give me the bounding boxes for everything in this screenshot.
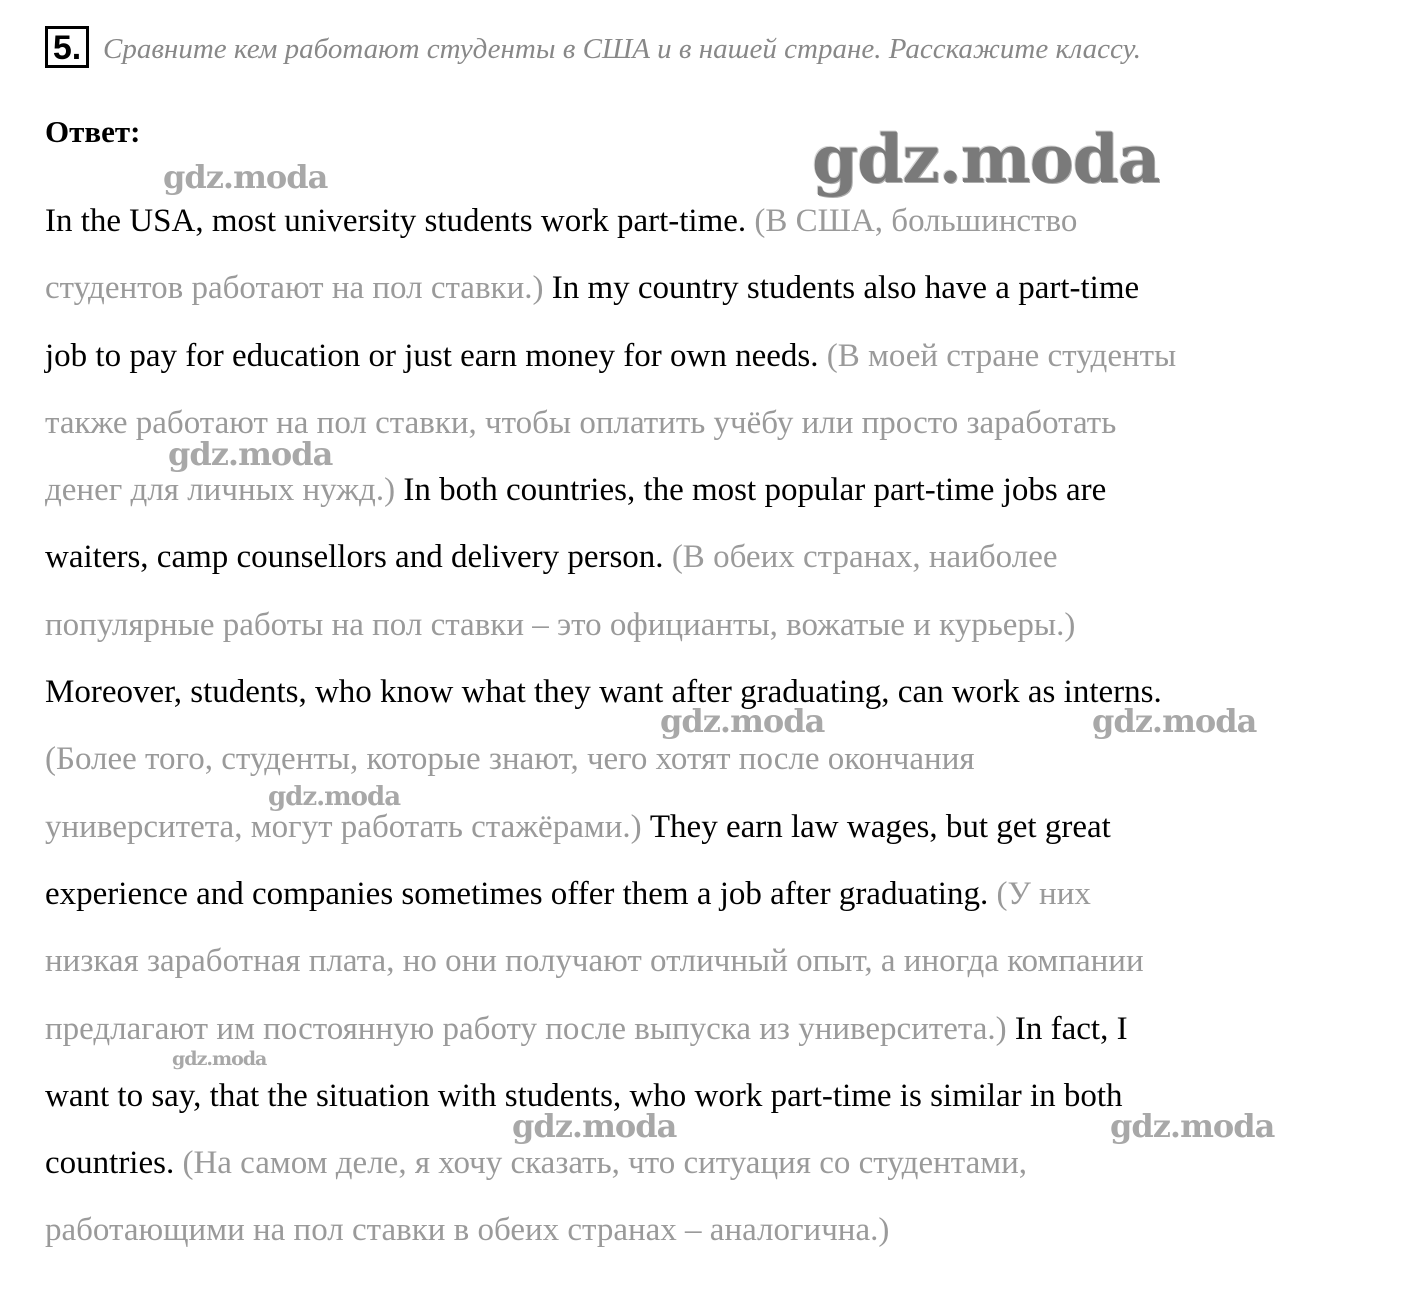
russian-translation-text: популярные работы на пол ставки – это официанты, вожатые и курьеры.) (45, 606, 1076, 643)
english-text: want to say, that the situation with students, who work part-time is similar in both (45, 1077, 1123, 1114)
answer-line (45, 188, 1415, 255)
russian-translation-text: также работают на пол ставки, чтобы оплатить учёбу или просто заработать (45, 404, 1117, 441)
answer-line (45, 592, 1415, 659)
russian-translation-text: (Более того, студенты, которые знают, чего хотят после окончания (45, 741, 975, 778)
answer-line (45, 323, 1415, 390)
english-text: In my country students also have a part-time (551, 270, 1140, 307)
watermark-logo: gdz.moda (512, 1107, 677, 1145)
russian-translation-text: работающими на пол ставки в обеих странах – аналогична.) (45, 1212, 890, 1249)
watermark-logo: gdz.moda (163, 158, 328, 196)
russian-translation-text: (В США, большинство (754, 203, 1078, 239)
watermark-logo: gdz.moda (168, 435, 333, 473)
russian-translation-text: университета, могут работать стажёрами.) (45, 808, 650, 845)
english-text: They earn law wages, but get great (649, 808, 1111, 845)
english-text: In fact, I (1014, 1010, 1128, 1047)
watermark-logo: gdz.moda (660, 702, 825, 740)
task-header (45, 26, 1415, 76)
russian-translation-text: низкая заработная плата, но они получают отличный опыт, а иногда компании (45, 943, 1144, 980)
watermark-logo: gdz.moda (1110, 1107, 1275, 1145)
russian-translation-text: студентов работают на пол ставки.) (45, 270, 552, 307)
english-text: In the USA, most university students work part-time. (45, 203, 755, 239)
russian-translation-text: (У них (996, 875, 1091, 912)
english-text: experience and companies sometimes offer them a job after graduating. (45, 875, 997, 912)
english-text: Moreover, students, who know what they want after graduating, can work as interns. (45, 674, 1162, 711)
english-text: waiters, camp counsellors and delivery person. (45, 539, 672, 576)
watermark-logo: gdz.moda (812, 120, 1160, 198)
russian-translation-text: (В моей стране студенты (826, 337, 1177, 374)
english-text: job to pay for education or just earn money for own needs. (45, 337, 827, 374)
watermark-logo: gdz.moda (1092, 702, 1257, 740)
russian-translation-text: (На самом деле, я хочу сказать, что ситуация со студентами, (182, 1145, 1028, 1182)
russian-translation-text: денег для личных нужд.) (45, 472, 404, 509)
answer-label: Ответ: (45, 114, 141, 149)
russian-translation-text: (В обеих странах, наиболее (671, 539, 1058, 576)
watermark-logo: gdz.moda (172, 1048, 267, 1070)
english-text: countries. (45, 1145, 183, 1182)
russian-translation-text: предлагают им постоянную работу после выпуска из университета.) (45, 1010, 1015, 1047)
answer-line (45, 928, 1415, 995)
watermark-logo: gdz.moda (268, 782, 401, 812)
answer-line (45, 861, 1415, 928)
answer-line (45, 794, 1415, 861)
task-number-box: 5. (45, 26, 89, 68)
answer-line (45, 1197, 1415, 1264)
english-text: In both countries, the most popular part-time jobs are (403, 472, 1107, 509)
answer-line (45, 524, 1415, 591)
task-instruction: Сравните кем работают студенты в США и в нашей стране. Расскажите классу. (103, 33, 1141, 65)
answer-line (45, 255, 1415, 322)
